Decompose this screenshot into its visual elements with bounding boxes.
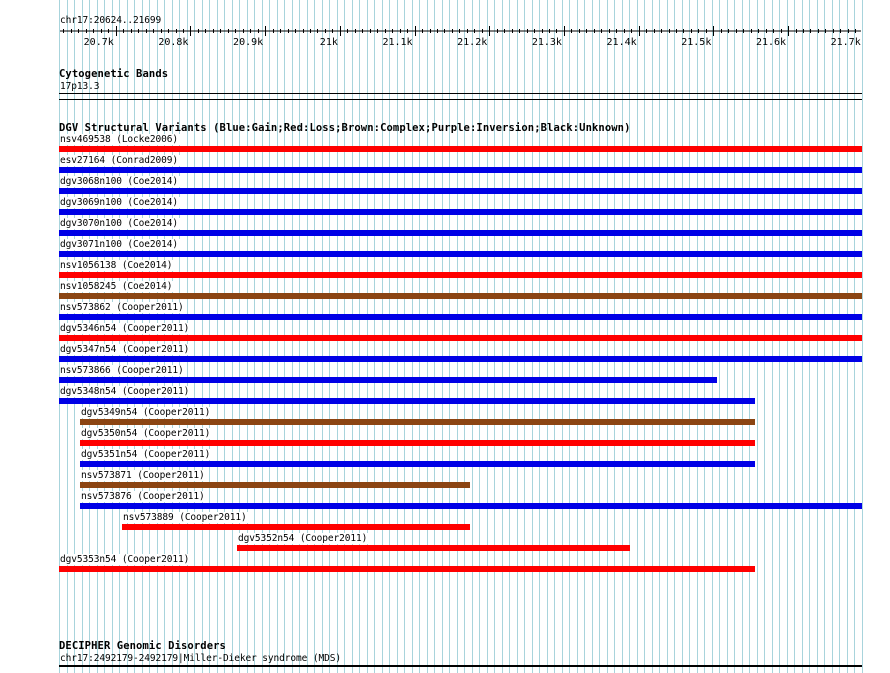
ruler-tick-label: 21.2k [457, 37, 488, 48]
dgv-variant-bar[interactable] [59, 335, 862, 341]
ruler-tick-label: 21.4k [606, 37, 637, 48]
ruler-tick-label: 21.1k [382, 37, 413, 48]
dgv-variant-bar[interactable] [59, 566, 755, 572]
dgv-variant-bar[interactable] [80, 482, 470, 488]
dgv-variant-bar[interactable] [59, 272, 862, 278]
dgv-variant-label[interactable]: nsv469538 (Locke2006) [60, 134, 179, 145]
dgv-variant-label[interactable]: dgv3071n100 (Coe2014) [60, 239, 179, 250]
decipher-feature-bar[interactable] [59, 665, 862, 667]
ruler [0, 0, 890, 60]
ruler-tick-label: 21.6k [755, 37, 787, 48]
dgv-variant-label[interactable]: nsv573866 (Cooper2011) [60, 365, 184, 376]
cytoband-line [59, 93, 862, 94]
dgv-variant-label[interactable]: nsv573876 (Cooper2011) [81, 491, 205, 502]
dgv-variant-label[interactable]: nsv573889 (Cooper2011) [123, 512, 247, 523]
decipher-track-title[interactable]: DECIPHER Genomic Disorders [59, 640, 226, 652]
dgv-variant-label[interactable]: nsv573862 (Cooper2011) [60, 302, 184, 313]
dgv-variant-label[interactable]: dgv5351n54 (Cooper2011) [81, 449, 211, 460]
dgv-variant-label[interactable]: dgv3069n100 (Coe2014) [60, 197, 179, 208]
dgv-variant-label[interactable]: dgv5349n54 (Cooper2011) [81, 407, 211, 418]
cytoband-track-title[interactable]: Cytogenetic Bands [59, 68, 169, 80]
ruler-tick-label: 21k [319, 37, 338, 48]
dgv-variant-bar[interactable] [59, 188, 862, 194]
dgv-variant-bar[interactable] [59, 167, 862, 173]
track-separator [59, 99, 862, 100]
position-label: chr17:20624..21699 [60, 15, 162, 26]
dgv-variant-bar[interactable] [59, 293, 862, 299]
dgv-variant-bar[interactable] [80, 419, 755, 425]
dgv-variant-label[interactable]: dgv3068n100 (Coe2014) [60, 176, 179, 187]
dgv-variant-label[interactable]: nsv1056138 (Coe2014) [60, 260, 173, 271]
dgv-variant-bar[interactable] [59, 251, 862, 257]
ruler-tick-label: 21.5k [681, 37, 712, 48]
dgv-variant-label[interactable]: nsv573871 (Cooper2011) [81, 470, 205, 481]
cytoband-label[interactable]: 17p13.3 [60, 81, 100, 92]
dgv-variant-bar[interactable] [80, 461, 755, 467]
dgv-variant-label[interactable]: dgv5346n54 (Cooper2011) [60, 323, 190, 334]
dgv-variant-bar[interactable] [237, 545, 630, 551]
ruler-tick-label: 20.7k [83, 37, 114, 48]
dgv-variant-label[interactable]: dgv5353n54 (Cooper2011) [60, 554, 190, 565]
dgv-variant-label[interactable]: dgv5350n54 (Cooper2011) [81, 428, 211, 439]
dgv-variant-label[interactable]: dgv5347n54 (Cooper2011) [60, 344, 190, 355]
dgv-variant-bar[interactable] [59, 209, 862, 215]
dgv-variant-label[interactable]: nsv1058245 (Coe2014) [60, 281, 173, 292]
ruler-tick-label: 21.7k [830, 37, 861, 48]
ruler-tick-label: 20.8k [158, 37, 189, 48]
dgv-variant-label[interactable]: dgv5352n54 (Cooper2011) [238, 533, 368, 544]
dgv-variant-bar[interactable] [59, 230, 862, 236]
dgv-variant-bar[interactable] [59, 146, 862, 152]
dgv-variant-bar[interactable] [80, 440, 755, 446]
dgv-variant-bar[interactable] [59, 356, 862, 362]
dgv-variant-bar[interactable] [59, 377, 717, 383]
ruler-tick-label: 21.3k [531, 37, 562, 48]
dgv-variant-bar[interactable] [59, 398, 755, 404]
dgv-track-title[interactable]: DGV Structural Variants (Blue:Gain;Red:Loss;Brown:Complex;Purple:Inversion;Black:Unknown) [59, 122, 631, 134]
decipher-item-label[interactable]: chr17:2492179-2492179|Miller-Dieker syndrome (MDS) [60, 653, 341, 664]
dgv-variant-bar[interactable] [80, 503, 862, 509]
dgv-variant-bar[interactable] [59, 314, 862, 320]
dgv-variant-label[interactable]: dgv5348n54 (Cooper2011) [60, 386, 190, 397]
ruler-tick-label: 20.9k [233, 37, 264, 48]
dgv-variant-bar[interactable] [122, 524, 470, 530]
dgv-variant-label[interactable]: dgv3070n100 (Coe2014) [60, 218, 179, 229]
dgv-variant-label[interactable]: esv27164 (Conrad2009) [60, 155, 179, 166]
